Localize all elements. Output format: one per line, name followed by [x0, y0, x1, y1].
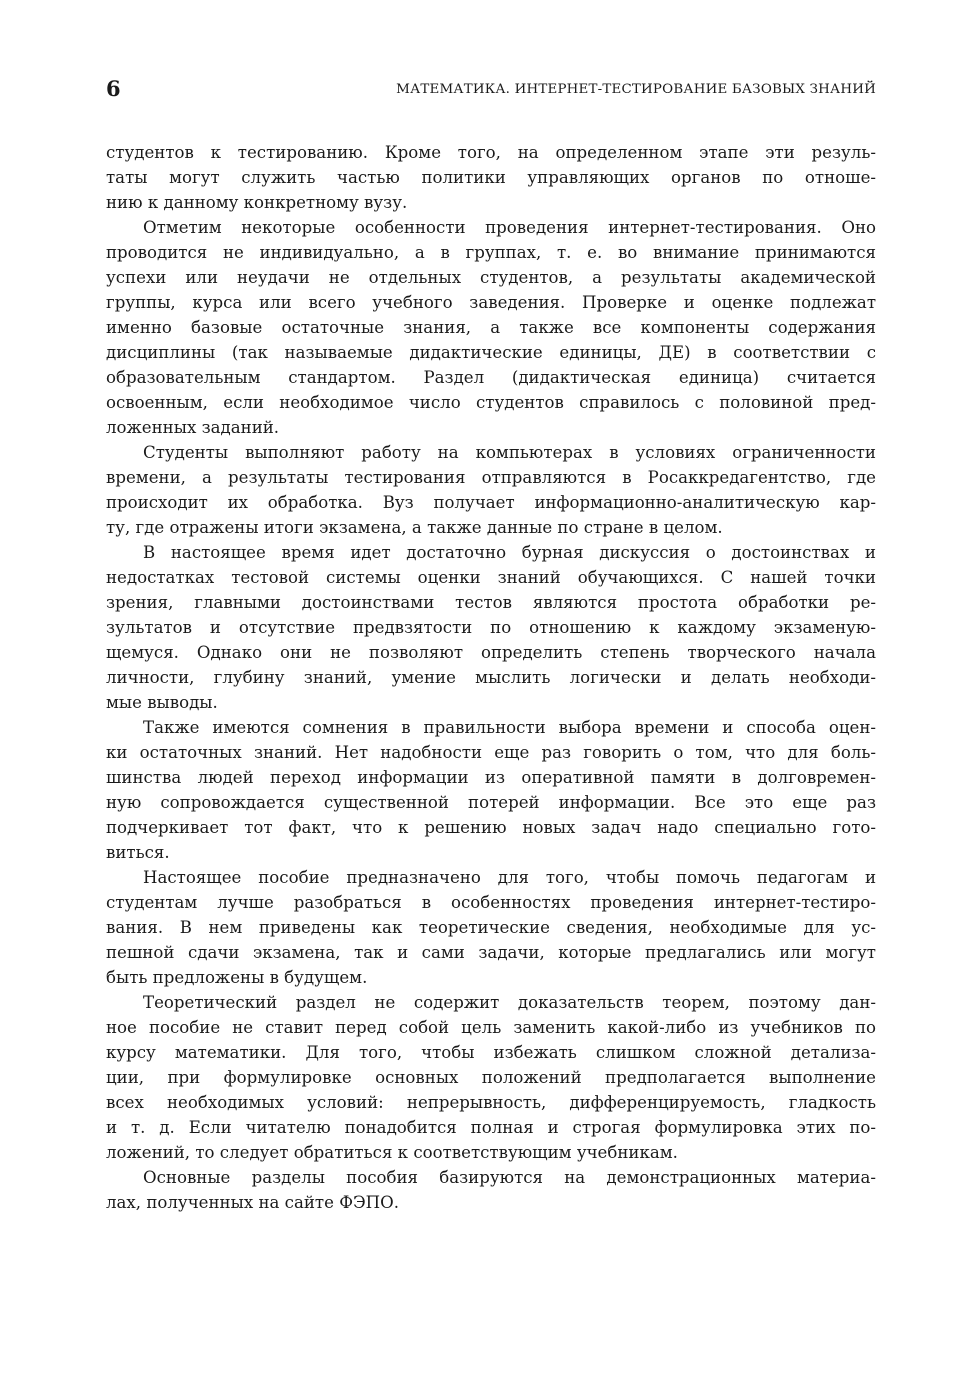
text-line: Отметим некоторые особенности проведения интернет-тестирования. Оно [143, 218, 876, 237]
text-line: виться. [106, 843, 170, 862]
text-line: ложенных заданий. [106, 418, 280, 437]
paragraph [106, 440, 876, 540]
text-line: недостатках тестовой системы оценки знаний обучающихся. С нашей точки [106, 568, 876, 587]
paragraph [106, 990, 876, 1165]
text-line: группы, курса или всего учебного заведения. Проверке и оценке подлежат [106, 293, 876, 312]
text-line: ную сопровождается существенной потерей информации. Все это еще раз [106, 793, 876, 812]
text-line: В настоящее время идет достаточно бурная дискуссия о достоинствах и [143, 543, 876, 562]
text-line: Основные разделы пособия базируются на демонстрационных материа- [143, 1168, 876, 1187]
text-line: мые выводы. [106, 693, 218, 712]
text-line: ное пособие не ставит перед собой цель заменить какой-либо из учебников по [106, 1018, 876, 1037]
text-line: проводится не индивидуально, а в группах, т. е. во внимание принимаются [106, 243, 876, 262]
text-line: личности, глубину знаний, умение мыслить логически и делать необходи- [106, 668, 876, 687]
text-line: студентов к тестированию. Кроме того, на определенном этапе эти резуль- [106, 143, 876, 162]
text-line: студентам лучше разобраться в особенностях проведения интернет-тестиро- [106, 893, 876, 912]
text-line: всех необходимых условий: непрерывность, дифференцируемость, гладкость [106, 1093, 876, 1112]
text-line: ту, где отражены итоги экзамена, а также данные по стране в целом. [106, 518, 723, 537]
text-line: ции, при формулировке основных положений предполагается выполнение [106, 1068, 876, 1087]
running-title: МАТЕМАТИКА. ИНТЕРНЕТ-ТЕСТИРОВАНИЕ БАЗОВЫХ ЗНАНИЙ [396, 82, 876, 97]
text-line: курсу математики. Для того, чтобы избежать слишком сложной детализа- [106, 1043, 876, 1062]
text-line: ложений, то следует обратиться к соответствующим учебникам. [106, 1143, 678, 1162]
body-text [106, 140, 876, 1215]
text-line: успехи или неудачи не отдельных студентов, а результаты академической [106, 268, 876, 287]
page-number: 6 [106, 76, 121, 101]
text-line: ки остаточных знаний. Нет надобности еще раз говорить о том, что для боль- [106, 743, 876, 762]
text-line: щемуся. Однако они не позволяют определить степень творческого начала [106, 643, 876, 662]
paragraph [106, 715, 876, 865]
page-header [106, 76, 876, 104]
text-line: быть предложены в будущем. [106, 968, 368, 987]
text-line: образовательным стандартом. Раздел (дидактическая единица) считается [106, 368, 876, 387]
text-line: шинства людей переход информации из оперативной памяти в долговремен- [106, 768, 876, 787]
text-line: таты могут служить частью политики управляющих органов по отноше- [106, 168, 876, 187]
text-line: зультатов и отсутствие предвзятости по отношению к каждому экзаменую- [106, 618, 876, 637]
paragraph [106, 140, 876, 215]
text-line: именно базовые остаточные знания, а также все компоненты содержания [106, 318, 876, 337]
paragraph [106, 1165, 876, 1215]
text-line: освоенным, если необходимое число студентов справилось с половиной пред- [106, 393, 876, 412]
text-line: нию к данному конкретному вузу. [106, 193, 408, 212]
text-line: зрения, главными достоинствами тестов являются простота обработки ре- [106, 593, 876, 612]
paragraph [106, 865, 876, 990]
text-line: подчеркивает тот факт, что к решению новых задач надо специально гото- [106, 818, 876, 837]
text-line: происходит их обработка. Вуз получает информационно-аналитическую кар- [106, 493, 876, 512]
text-line: и т. д. Если читателю понадобится полная и строгая формулировка этих по- [106, 1118, 876, 1137]
text-line: Теоретический раздел не содержит доказательств теорем, поэтому дан- [143, 993, 876, 1012]
text-line: Также имеются сомнения в правильности выбора времени и способа оцен- [143, 718, 876, 737]
text-line: лах, полученных на сайте ФЭПО. [106, 1193, 400, 1212]
text-line: пешной сдачи экзамена, так и сами задачи, которые предлагались или могут [106, 943, 876, 962]
text-line: вания. В нем приведены как теоретические сведения, необходимые для ус- [106, 918, 876, 937]
text-line: Настоящее пособие предназначено для того, чтобы помочь педагогам и [143, 868, 876, 887]
text-line: дисциплины (так называемые дидактические единицы, ДЕ) в соответствии с [106, 343, 876, 362]
paragraph [106, 215, 876, 440]
paragraph [106, 540, 876, 715]
text-line: Студенты выполняют работу на компьютерах в условиях ограниченности [143, 443, 876, 462]
text-line: времени, а результаты тестирования отправляются в Росаккредагентство, где [106, 468, 876, 487]
